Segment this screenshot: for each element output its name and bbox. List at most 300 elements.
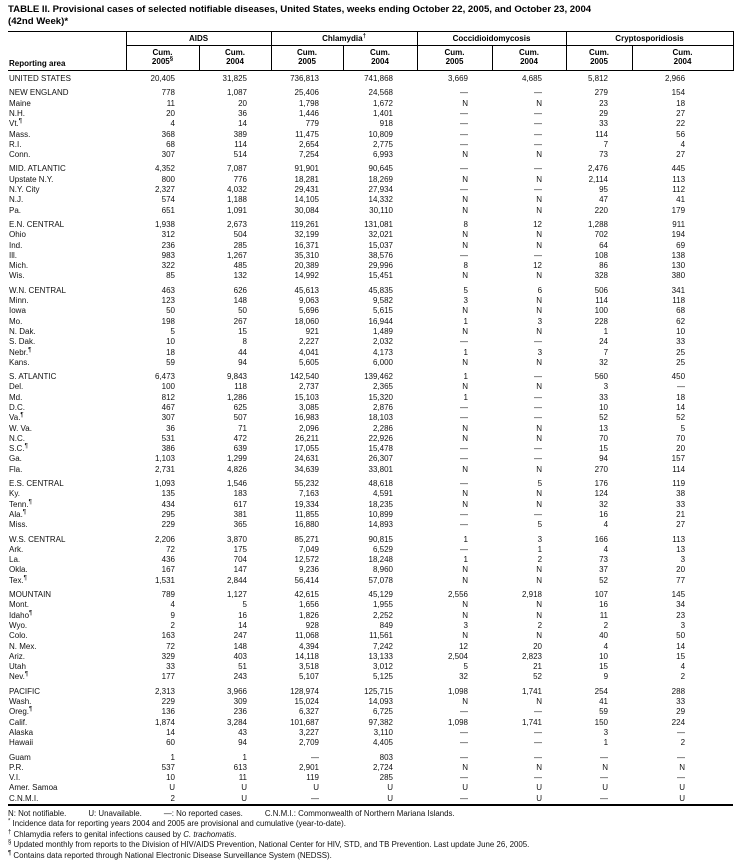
table-row bbox=[8, 576, 733, 586]
value-cell: 6 bbox=[537, 285, 543, 295]
value-cell: 2,114 bbox=[588, 174, 609, 184]
value-cell: 19,334 bbox=[294, 499, 319, 509]
reporting-area-cell: C.N.M.I. bbox=[9, 793, 39, 803]
table-row bbox=[8, 475, 733, 489]
value-cell: 6,473 bbox=[154, 372, 175, 382]
value-cell: 5,125 bbox=[372, 672, 393, 682]
table-row bbox=[8, 672, 733, 682]
table-row bbox=[8, 631, 733, 641]
value-cell: 3 bbox=[463, 620, 468, 630]
value-cell: 18,235 bbox=[368, 499, 393, 509]
col-header-coccidioidomycosis-2004: Cum. 2004 bbox=[492, 45, 566, 71]
table-row bbox=[8, 555, 733, 565]
value-cell: 9 bbox=[170, 610, 175, 620]
value-cell: 31,825 bbox=[222, 74, 247, 84]
footnotes bbox=[8, 809, 733, 861]
value-cell: 12 bbox=[533, 219, 543, 229]
value-cell: 741,868 bbox=[364, 74, 393, 84]
value-cell: 119,261 bbox=[290, 219, 319, 229]
value-cell: 14,105 bbox=[294, 195, 319, 205]
value-cell: 485 bbox=[233, 261, 247, 271]
value-cell: 1 bbox=[463, 555, 468, 565]
value-cell: 506 bbox=[594, 285, 609, 295]
value-cell: 307 bbox=[161, 413, 175, 423]
value-cell: 24,568 bbox=[368, 88, 393, 98]
value-cell: — bbox=[460, 129, 468, 139]
reporting-area-cell: Amer. Samoa bbox=[9, 783, 58, 793]
value-cell: 15,451 bbox=[368, 271, 393, 281]
value-cell: 3,966 bbox=[226, 686, 247, 696]
reporting-area-cell: D.C. bbox=[9, 403, 25, 412]
value-cell: 27 bbox=[676, 108, 686, 118]
value-cell: 15 bbox=[599, 444, 609, 454]
value-cell: 91,901 bbox=[294, 164, 319, 174]
value-cell: 34 bbox=[676, 600, 686, 610]
value-cell: 329 bbox=[161, 651, 175, 661]
notifiable-diseases-table bbox=[8, 31, 734, 806]
value-cell: 3,085 bbox=[298, 403, 319, 412]
value-cell: 1,093 bbox=[154, 479, 175, 489]
value-cell: — bbox=[311, 752, 319, 762]
value-cell: 5 bbox=[242, 600, 247, 610]
value-cell: 41 bbox=[676, 195, 686, 205]
value-cell: 38,576 bbox=[368, 250, 393, 260]
reporting-area-cell: S.C.¶ bbox=[9, 443, 28, 454]
value-cell: 1,401 bbox=[372, 108, 393, 118]
value-cell: 8 bbox=[463, 261, 468, 271]
value-cell: — bbox=[460, 752, 468, 762]
value-cell: 47 bbox=[599, 195, 609, 205]
value-cell: 4 bbox=[680, 662, 686, 672]
value-cell: 33 bbox=[166, 662, 175, 672]
value-cell: 70 bbox=[599, 433, 609, 443]
reporting-area-cell: Ohio bbox=[9, 230, 26, 240]
value-cell: 5 bbox=[463, 285, 468, 295]
value-cell: N bbox=[536, 600, 543, 610]
reporting-area-cell: Hawaii bbox=[9, 738, 34, 748]
value-cell: 5,812 bbox=[587, 74, 609, 84]
table-row bbox=[8, 510, 733, 520]
value-cell: 617 bbox=[233, 499, 247, 509]
value-cell: 11,561 bbox=[369, 631, 393, 641]
value-cell: 7,087 bbox=[226, 164, 247, 174]
value-cell: 918 bbox=[379, 119, 393, 129]
value-cell: 445 bbox=[671, 164, 686, 174]
value-cell: 18,281 bbox=[294, 174, 319, 184]
value-cell: 736,813 bbox=[290, 74, 319, 84]
value-cell: 11,068 bbox=[295, 631, 319, 641]
group-header-cryptosporidiosis: Cryptosporidiosis bbox=[566, 32, 733, 46]
reporting-area-cell: Md. bbox=[9, 392, 23, 402]
table-row bbox=[8, 586, 733, 600]
table-row bbox=[8, 565, 733, 575]
table-row bbox=[8, 611, 733, 621]
value-cell: 119 bbox=[306, 773, 319, 783]
value-cell: 32 bbox=[599, 499, 609, 509]
value-cell: 6,327 bbox=[298, 707, 319, 717]
value-cell: 1,299 bbox=[226, 454, 247, 464]
value-cell: 3,012 bbox=[372, 662, 393, 672]
value-cell: 10,899 bbox=[368, 509, 393, 519]
value-cell: 52 bbox=[599, 413, 609, 423]
table-row bbox=[8, 621, 733, 631]
value-cell: — bbox=[677, 382, 686, 392]
col-header-coccidioidomycosis-2005: Cum. 2005 bbox=[417, 45, 492, 71]
value-cell: 229 bbox=[161, 520, 175, 530]
table-row bbox=[8, 642, 733, 652]
value-cell: 2,823 bbox=[521, 651, 543, 661]
value-cell: 29 bbox=[599, 108, 609, 118]
value-cell: N bbox=[536, 205, 543, 215]
value-cell: 626 bbox=[233, 285, 247, 295]
value-cell: 23 bbox=[599, 98, 609, 108]
value-cell: 14,992 bbox=[294, 271, 319, 281]
value-cell: — bbox=[460, 119, 468, 129]
value-cell: — bbox=[460, 250, 468, 260]
value-cell: 224 bbox=[671, 717, 686, 727]
value-cell: 14 bbox=[238, 620, 247, 630]
value-cell: 108 bbox=[594, 250, 609, 260]
value-cell: 85,271 bbox=[294, 534, 319, 544]
value-cell: 3 bbox=[603, 382, 609, 392]
value-cell: 3 bbox=[680, 555, 686, 565]
value-cell: 2,286 bbox=[372, 423, 393, 433]
value-cell: — bbox=[677, 727, 686, 737]
value-cell: 2,032 bbox=[372, 337, 393, 347]
value-cell: 36 bbox=[166, 423, 175, 433]
value-cell: 295 bbox=[161, 509, 175, 519]
value-cell: 22 bbox=[676, 119, 686, 129]
value-cell: — bbox=[677, 773, 686, 783]
value-cell: N bbox=[536, 174, 543, 184]
value-cell: 15,024 bbox=[294, 697, 319, 707]
value-cell: 24 bbox=[599, 337, 609, 347]
value-cell: 1,955 bbox=[372, 600, 393, 610]
value-cell: 236 bbox=[161, 240, 175, 250]
value-cell: 2,476 bbox=[587, 164, 609, 174]
reporting-area-cell: Mont. bbox=[9, 600, 30, 610]
table-row bbox=[8, 261, 733, 271]
table-row bbox=[8, 368, 733, 382]
value-cell: 2 bbox=[603, 620, 609, 630]
value-cell: — bbox=[534, 413, 543, 423]
value-cell: 2 bbox=[170, 620, 175, 630]
reporting-area-cell: MOUNTAIN bbox=[9, 590, 52, 600]
value-cell: 4,405 bbox=[372, 738, 393, 748]
value-cell: 90,645 bbox=[368, 164, 393, 174]
value-cell: 77 bbox=[676, 575, 686, 585]
table-row bbox=[8, 718, 733, 728]
value-cell: 368 bbox=[161, 129, 175, 139]
table-row bbox=[8, 150, 733, 160]
reporting-area-cell: La. bbox=[9, 555, 21, 565]
value-cell: 132 bbox=[233, 271, 247, 281]
value-cell: 20 bbox=[166, 108, 175, 118]
value-cell: N bbox=[536, 433, 543, 443]
value-cell: 12,572 bbox=[294, 555, 319, 565]
value-cell: 2,918 bbox=[521, 590, 543, 600]
reporting-area-cell: W. Va. bbox=[9, 423, 32, 433]
reporting-area-cell: R.I. bbox=[9, 139, 22, 149]
value-cell: 32 bbox=[599, 357, 609, 367]
reporting-area-cell: NEW ENGLAND bbox=[9, 88, 69, 98]
value-cell: 45,129 bbox=[368, 590, 393, 600]
value-cell: 72 bbox=[166, 641, 175, 651]
value-cell: 179 bbox=[671, 205, 686, 215]
value-cell: N bbox=[462, 433, 468, 443]
value-cell: 1,286 bbox=[226, 392, 247, 402]
value-cell: 1 bbox=[603, 738, 609, 748]
value-cell: 2,844 bbox=[226, 575, 247, 585]
value-cell: 33 bbox=[599, 119, 609, 129]
value-cell: 43 bbox=[238, 727, 247, 737]
table-row bbox=[8, 683, 733, 697]
value-cell: 176 bbox=[594, 479, 609, 489]
value-cell: 7 bbox=[603, 139, 609, 149]
table-row bbox=[8, 794, 733, 805]
value-cell: 15 bbox=[676, 651, 686, 661]
value-cell: 1,826 bbox=[298, 610, 319, 620]
value-cell: 16,880 bbox=[294, 520, 319, 530]
col-header-cryptosporidiosis-2004: Cum. 2004 bbox=[632, 45, 733, 71]
value-cell: U bbox=[241, 793, 247, 803]
value-cell: 94 bbox=[238, 738, 247, 748]
value-cell: 11 bbox=[238, 773, 247, 783]
value-cell: — bbox=[534, 738, 543, 748]
value-cell: 18,269 bbox=[368, 174, 393, 184]
value-cell: 921 bbox=[305, 326, 319, 336]
reporting-area-cell: Ariz. bbox=[9, 651, 25, 661]
value-cell: 175 bbox=[233, 544, 247, 554]
footnote-note: † Chlamydia refers to genital infections caused by C. trachomatis. bbox=[8, 829, 237, 839]
value-cell: 50 bbox=[238, 306, 247, 316]
value-cell: N bbox=[462, 610, 468, 620]
table-row bbox=[8, 738, 733, 748]
value-cell: 4 bbox=[170, 600, 175, 610]
value-cell: 147 bbox=[233, 565, 247, 575]
table-row bbox=[8, 531, 733, 545]
value-cell: 928 bbox=[305, 620, 319, 630]
value-cell: 70 bbox=[676, 433, 686, 443]
value-cell: 177 bbox=[161, 672, 175, 682]
value-cell: 5,696 bbox=[298, 306, 319, 316]
table-title bbox=[8, 4, 733, 27]
value-cell: 64 bbox=[599, 240, 609, 250]
value-cell: N bbox=[462, 271, 468, 281]
value-cell: N bbox=[462, 326, 468, 336]
value-cell: — bbox=[534, 403, 543, 412]
value-cell: 33,801 bbox=[368, 464, 393, 474]
value-cell: 14 bbox=[166, 727, 175, 737]
value-cell: 18,248 bbox=[368, 555, 393, 565]
value-cell: N bbox=[536, 230, 543, 240]
value-cell: 72 bbox=[166, 544, 175, 554]
value-cell: 73 bbox=[599, 150, 609, 160]
value-cell: N bbox=[536, 697, 543, 707]
value-cell: — bbox=[534, 372, 543, 382]
value-cell: — bbox=[534, 773, 543, 783]
value-cell: 97,382 bbox=[368, 717, 393, 727]
value-cell: 60 bbox=[166, 738, 175, 748]
value-cell: 6,000 bbox=[372, 357, 393, 367]
value-cell: 10,809 bbox=[368, 129, 393, 139]
value-cell: N bbox=[536, 98, 543, 108]
value-cell: 135 bbox=[161, 489, 175, 499]
value-cell: 95 bbox=[599, 185, 609, 195]
reporting-area-cell: Fla. bbox=[9, 464, 23, 474]
table-row bbox=[8, 500, 733, 510]
value-cell: 8 bbox=[463, 219, 468, 229]
reporting-area-cell: Utah bbox=[9, 662, 26, 672]
value-cell: — bbox=[460, 793, 468, 803]
value-cell: 3,870 bbox=[226, 534, 247, 544]
table-row bbox=[8, 216, 733, 230]
value-cell: U bbox=[536, 783, 543, 793]
value-cell: — bbox=[534, 88, 543, 98]
value-cell: 4,352 bbox=[154, 164, 175, 174]
value-cell: 13 bbox=[599, 423, 609, 433]
value-cell: 5,605 bbox=[298, 357, 319, 367]
table-title-line2: (42nd Week)* bbox=[8, 15, 69, 27]
reporting-area-cell: Okla. bbox=[9, 565, 28, 575]
value-cell: N bbox=[462, 464, 468, 474]
value-cell: 148 bbox=[233, 641, 247, 651]
reporting-area-cell: Nev.¶ bbox=[9, 671, 29, 682]
value-cell: 5,615 bbox=[372, 306, 393, 316]
value-cell: 113 bbox=[672, 534, 686, 544]
value-cell: 3 bbox=[537, 316, 543, 326]
reporting-area-cell: Alaska bbox=[9, 727, 34, 737]
table-row bbox=[8, 195, 733, 205]
value-cell: 4,685 bbox=[521, 74, 543, 84]
value-cell: N bbox=[536, 326, 543, 336]
reporting-area-cell: Iowa bbox=[9, 306, 26, 316]
value-cell: 639 bbox=[233, 444, 247, 454]
value-cell: 1,798 bbox=[298, 98, 319, 108]
value-cell: 1 bbox=[463, 347, 468, 357]
value-cell: 3,110 bbox=[373, 727, 393, 737]
value-cell: N bbox=[462, 205, 468, 215]
value-cell: 18 bbox=[676, 392, 686, 402]
legend-item: N: Not notifiable. bbox=[8, 808, 67, 818]
table-row bbox=[8, 434, 733, 444]
table-row bbox=[8, 382, 733, 392]
value-cell: 10 bbox=[166, 337, 175, 347]
value-cell: 537 bbox=[161, 762, 175, 772]
value-cell: 1,288 bbox=[587, 219, 609, 229]
reporting-area-cell: Ark. bbox=[9, 544, 24, 554]
value-cell: 3,518 bbox=[298, 662, 319, 672]
reporting-area-cell: Del. bbox=[9, 382, 24, 392]
value-cell: 1 bbox=[537, 544, 543, 554]
value-cell: — bbox=[534, 129, 543, 139]
value-cell: 25 bbox=[676, 357, 686, 367]
value-cell: 270 bbox=[594, 464, 609, 474]
value-cell: 32,021 bbox=[368, 230, 393, 240]
reporting-area-cell: Ill. bbox=[9, 250, 17, 260]
reporting-area-cell: Mich. bbox=[9, 261, 29, 271]
value-cell: 812 bbox=[161, 392, 175, 402]
value-cell: 150 bbox=[594, 717, 609, 727]
value-cell: 450 bbox=[671, 372, 686, 382]
value-cell: 228 bbox=[594, 316, 609, 326]
value-cell: 380 bbox=[671, 271, 686, 281]
reporting-area-cell: Wash. bbox=[9, 697, 32, 707]
value-cell: 138 bbox=[671, 250, 686, 260]
value-cell: 68 bbox=[166, 139, 175, 149]
reporting-area-cell: N. Dak. bbox=[9, 326, 36, 336]
value-cell: 30,110 bbox=[369, 205, 393, 215]
value-cell: 56 bbox=[676, 129, 686, 139]
table-row bbox=[8, 130, 733, 140]
value-cell: 307 bbox=[161, 150, 175, 160]
legend-item: C.N.M.I.: Commonwealth of Northern Mariana Islands. bbox=[264, 808, 455, 818]
col-header-chlamydia-2005: Cum. 2005 bbox=[271, 45, 343, 71]
value-cell: 35,310 bbox=[294, 250, 319, 260]
reporting-area-cell: P.R. bbox=[9, 762, 24, 772]
value-cell: N bbox=[462, 306, 468, 316]
value-cell: 4 bbox=[680, 139, 686, 149]
table-row bbox=[8, 84, 733, 98]
value-cell: 625 bbox=[233, 403, 247, 412]
value-cell: 10 bbox=[599, 403, 609, 412]
value-cell: 1 bbox=[242, 752, 247, 762]
value-cell: 107 bbox=[594, 590, 609, 600]
value-cell: 1,091 bbox=[226, 205, 247, 215]
value-cell: 4,041 bbox=[298, 347, 319, 357]
value-cell: 15,320 bbox=[368, 392, 393, 402]
reporting-area-cell: Idaho¶ bbox=[9, 609, 33, 620]
value-cell: — bbox=[600, 752, 609, 762]
value-cell: 2,731 bbox=[154, 464, 175, 474]
value-cell: — bbox=[534, 139, 543, 149]
value-cell: 26,307 bbox=[368, 454, 393, 464]
value-cell: 14 bbox=[676, 641, 686, 651]
reporting-area-cell: UNITED STATES bbox=[9, 74, 71, 84]
value-cell: — bbox=[460, 413, 468, 423]
legend-item: U: Unavailable. bbox=[88, 808, 142, 818]
value-cell: 220 bbox=[594, 205, 609, 215]
value-cell: 702 bbox=[594, 230, 609, 240]
value-cell: 18,060 bbox=[294, 316, 319, 326]
value-cell: — bbox=[534, 108, 543, 118]
value-cell: 2,673 bbox=[226, 219, 247, 229]
value-cell: 4 bbox=[170, 119, 175, 129]
value-cell: 1,938 bbox=[154, 219, 175, 229]
value-cell: 2,365 bbox=[372, 382, 393, 392]
value-cell: 1,546 bbox=[226, 479, 247, 489]
value-cell: 15,037 bbox=[368, 240, 393, 250]
value-cell: 507 bbox=[233, 413, 247, 423]
table-row bbox=[8, 160, 733, 174]
table-row bbox=[8, 317, 733, 327]
reporting-area-cell: Mo. bbox=[9, 316, 23, 326]
reporting-area-cell: W.N. CENTRAL bbox=[9, 285, 66, 295]
reporting-area-cell: Calif. bbox=[9, 717, 28, 727]
value-cell: 101,687 bbox=[290, 717, 319, 727]
reporting-area-label: Reporting area bbox=[9, 59, 66, 69]
value-cell: 531 bbox=[161, 433, 175, 443]
value-cell: 16,983 bbox=[294, 413, 319, 423]
value-cell: 2,327 bbox=[154, 185, 175, 195]
value-cell: 229 bbox=[161, 697, 175, 707]
value-cell: N bbox=[536, 306, 543, 316]
reporting-area-cell: N.Y. City bbox=[9, 185, 40, 195]
value-cell: 2,252 bbox=[372, 610, 393, 620]
value-cell: N bbox=[462, 195, 468, 205]
table-row bbox=[8, 119, 733, 129]
value-cell: 34,639 bbox=[294, 464, 319, 474]
